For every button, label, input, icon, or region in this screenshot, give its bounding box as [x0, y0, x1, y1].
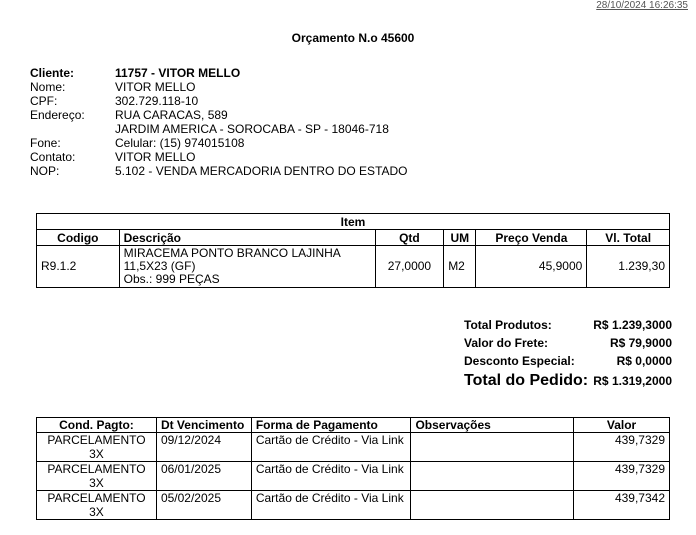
nop-row	[30, 164, 408, 178]
endereco-line2: JARDIM AMERICA - SOROCABA - SP - 18046-718	[115, 122, 389, 136]
col-header-codigo: Codigo	[37, 230, 120, 246]
total-pedido-row	[464, 370, 672, 392]
table-row	[37, 246, 670, 288]
cliente-value: 11757 - VITOR MELLO	[115, 66, 241, 80]
item-descricao-line1: MIRACEMA PONTO BRANCO LAJINHA	[123, 246, 341, 260]
item-codigo: R9.1.2	[37, 246, 120, 288]
cpf-label: CPF:	[30, 94, 58, 108]
nome-value: VITOR MELLO	[115, 80, 196, 94]
cpf-value: 302.729.118-10	[115, 94, 199, 108]
pay-valor: 439,7329	[574, 462, 670, 491]
items-table	[36, 213, 670, 288]
nome-row	[30, 80, 408, 94]
pay-cond-line2: 3X	[89, 505, 104, 519]
endereco-row	[30, 108, 408, 122]
client-row	[30, 66, 408, 80]
pay-header-valor: Valor	[574, 418, 670, 433]
table-row	[37, 433, 670, 462]
pay-valor: 439,7342	[574, 491, 670, 520]
pay-obs	[411, 491, 574, 520]
nome-label: Nome:	[30, 80, 66, 94]
pay-cond-line2: 3X	[89, 447, 104, 461]
pay-venc: 09/12/2024	[156, 433, 251, 462]
col-header-descricao: Descrição	[119, 230, 375, 246]
col-header-preco: Preço Venda	[476, 230, 587, 246]
valor-frete-row	[464, 334, 672, 352]
pay-cond-line2: 3X	[89, 476, 104, 490]
client-info	[30, 66, 408, 178]
table-row	[37, 491, 670, 520]
print-timestamp: 28/10/2024 16:26:35	[596, 0, 688, 11]
item-descricao-line2: 11,5X23 (GF)	[123, 259, 196, 273]
col-header-um: UM	[444, 230, 476, 246]
pay-venc: 05/02/2025	[156, 491, 251, 520]
pay-forma: Cartão de Crédito - Via Link	[251, 462, 411, 491]
item-descricao	[119, 246, 375, 288]
pay-cond-line1: PARCELAMENTO	[47, 491, 146, 505]
document-title: Orçamento N.o 45600	[291, 31, 415, 45]
desconto-label: Desconto Especial:	[464, 354, 575, 368]
pay-header-cond: Cond. Pagto:	[37, 418, 157, 433]
pay-cond-line1: PARCELAMENTO	[47, 433, 146, 447]
item-obs: Obs.: 999 PEÇAS	[123, 272, 220, 286]
totals-block	[464, 316, 672, 392]
nop-label: NOP:	[30, 164, 60, 178]
col-header-total: Vl. Total	[587, 230, 670, 246]
endereco-line1: RUA CARACAS, 589	[115, 108, 228, 122]
cpf-row	[30, 94, 408, 108]
cliente-label: Cliente:	[30, 66, 75, 80]
total-produtos-value: R$ 1.239,3000	[593, 318, 672, 332]
total-pedido-label: Total do Pedido:	[464, 372, 589, 389]
pay-venc: 06/01/2025	[156, 462, 251, 491]
pay-cond-line1: PARCELAMENTO	[47, 462, 146, 476]
endereco-row-2	[30, 122, 408, 136]
fone-value: Celular: (15) 974015108	[115, 136, 245, 150]
payments-table	[36, 417, 670, 520]
pay-cond	[37, 491, 157, 520]
contato-row	[30, 150, 408, 164]
items-group-header: Item	[37, 214, 670, 230]
col-header-qtd: Qtd	[375, 230, 444, 246]
contato-value: VITOR MELLO	[115, 150, 196, 164]
pay-cond	[37, 433, 157, 462]
endereco-label: Endereço:	[30, 108, 85, 122]
pay-forma: Cartão de Crédito - Via Link	[251, 433, 411, 462]
pay-header-venc: Dt Vencimento	[156, 418, 251, 433]
item-preco: 45,9000	[476, 246, 587, 288]
item-um: M2	[444, 246, 476, 288]
total-produtos-label: Total Produtos:	[464, 318, 552, 332]
pay-forma: Cartão de Crédito - Via Link	[251, 491, 411, 520]
total-pedido-value: R$ 1.319,2000	[593, 374, 672, 388]
pay-header-obs: Observações	[411, 418, 574, 433]
fone-label: Fone:	[30, 136, 61, 150]
fone-row	[30, 136, 408, 150]
pay-obs	[411, 462, 574, 491]
desconto-value: R$ 0,0000	[616, 354, 672, 368]
item-total: 1.239,30	[587, 246, 670, 288]
item-qtd: 27,0000	[375, 246, 444, 288]
desconto-row	[464, 352, 672, 370]
valor-frete-value: R$ 79,9000	[609, 336, 672, 350]
pay-valor: 439,7329	[574, 433, 670, 462]
pay-header-forma: Forma de Pagamento	[251, 418, 411, 433]
nop-value: 5.102 - VENDA MERCADORIA DENTRO DO ESTADO	[115, 164, 408, 178]
pay-cond	[37, 462, 157, 491]
table-row	[37, 462, 670, 491]
pay-obs	[411, 433, 574, 462]
valor-frete-label: Valor do Frete:	[464, 336, 549, 350]
total-produtos-row	[464, 316, 672, 334]
contato-label: Contato:	[30, 150, 76, 164]
